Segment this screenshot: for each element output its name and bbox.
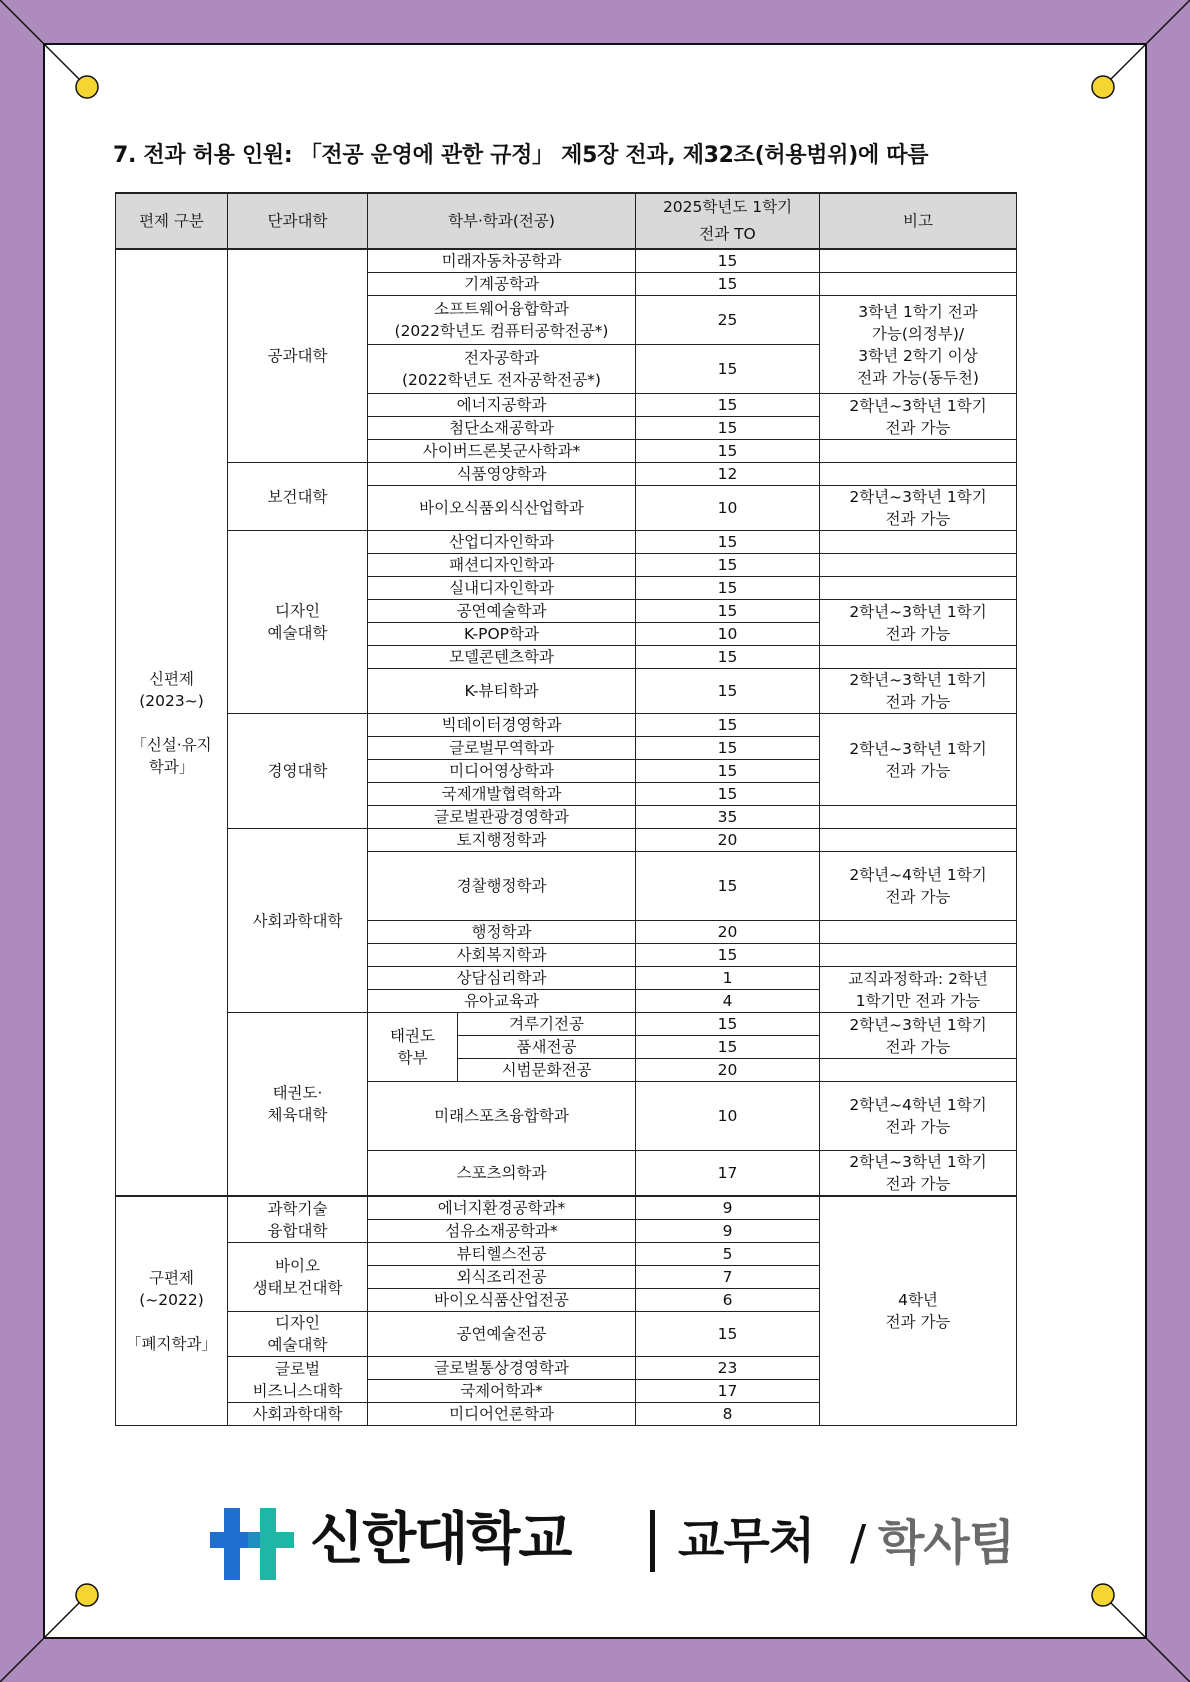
note-cell bbox=[820, 944, 1017, 967]
dept-cell: 산업디자인학과 bbox=[368, 531, 636, 554]
note-cell bbox=[820, 249, 1017, 273]
dept-cell: 겨루기전공 bbox=[458, 1013, 636, 1036]
to-cell: 1 bbox=[636, 967, 820, 990]
dept-cell: 글로벌관광경영학과 bbox=[368, 806, 636, 829]
to-cell: 15 bbox=[636, 1013, 820, 1036]
table-row bbox=[116, 1196, 1017, 1220]
to-cell: 15 bbox=[636, 273, 820, 296]
dept-cell: 품새전공 bbox=[458, 1036, 636, 1059]
dept-cell: 에너지공학과 bbox=[368, 394, 636, 417]
to-cell: 5 bbox=[636, 1243, 820, 1266]
header-cell: 학부·학과(전공) bbox=[368, 193, 636, 249]
to-cell: 15 bbox=[636, 1312, 820, 1357]
dept-cell: 패션디자인학과 bbox=[368, 554, 636, 577]
college-cell: 글로벌 비즈니스대학 bbox=[228, 1357, 368, 1403]
note-cell bbox=[820, 1059, 1017, 1082]
note-cell bbox=[820, 921, 1017, 944]
college-cell: 바이오 생태보건대학 bbox=[228, 1243, 368, 1312]
group-cell: 신편제 (2023~) 「신설·유지 학과」 bbox=[116, 249, 228, 1196]
team-name: 학사팀 bbox=[878, 1515, 1015, 1571]
to-cell: 15 bbox=[636, 669, 820, 714]
table-header-row bbox=[116, 193, 1017, 249]
to-cell: 15 bbox=[636, 714, 820, 737]
to-cell: 10 bbox=[636, 623, 820, 646]
to-cell: 12 bbox=[636, 463, 820, 486]
note-cell: 교직과정학과: 2학년 1학기만 전과 가능 bbox=[820, 967, 1017, 1013]
to-cell: 9 bbox=[636, 1196, 820, 1220]
university-emblem-icon bbox=[210, 1502, 294, 1586]
header-cell: 단과대학 bbox=[228, 193, 368, 249]
note-cell bbox=[820, 646, 1017, 669]
to-cell: 15 bbox=[636, 440, 820, 463]
to-cell: 15 bbox=[636, 1036, 820, 1059]
note-cell bbox=[820, 577, 1017, 600]
note-cell bbox=[820, 806, 1017, 829]
group-cell: 구편제 (~2022) 「폐지학과」 bbox=[116, 1196, 228, 1426]
dept-cell: 국제개발협력학과 bbox=[368, 783, 636, 806]
note-cell: 2학년~3학년 1학기 전과 가능 bbox=[820, 714, 1017, 806]
to-cell: 20 bbox=[636, 829, 820, 852]
table-row bbox=[116, 1013, 1017, 1036]
dept-cell: 상담심리학과 bbox=[368, 967, 636, 990]
college-cell: 보건대학 bbox=[228, 463, 368, 531]
header-cell: 편제 구분 bbox=[116, 193, 228, 249]
dept-cell: 사이버드론봇군사학과* bbox=[368, 440, 636, 463]
dept-cell: 첨단소재공학과 bbox=[368, 417, 636, 440]
to-cell: 15 bbox=[636, 600, 820, 623]
to-cell: 15 bbox=[636, 646, 820, 669]
college-cell: 태권도· 체육대학 bbox=[228, 1013, 368, 1197]
transfer-quota-table bbox=[115, 192, 1017, 1426]
note-cell: 2학년~3학년 1학기 전과 가능 bbox=[820, 1151, 1017, 1197]
to-cell: 15 bbox=[636, 554, 820, 577]
note-cell: 2학년~3학년 1학기 전과 가능 bbox=[820, 1013, 1017, 1059]
dept-cell: 외식조리전공 bbox=[368, 1266, 636, 1289]
dept-cell: 글로벌통상경영학과 bbox=[368, 1357, 636, 1380]
dept-cell: 섬유소재공학과* bbox=[368, 1220, 636, 1243]
to-cell: 35 bbox=[636, 806, 820, 829]
dept-cell: 뷰티헬스전공 bbox=[368, 1243, 636, 1266]
header-cell: 비고 bbox=[820, 193, 1017, 249]
to-cell: 15 bbox=[636, 531, 820, 554]
table-row bbox=[116, 714, 1017, 737]
dept-cell: 유아교육과 bbox=[368, 990, 636, 1013]
note-cell: 2학년~3학년 1학기 전과 가능 bbox=[820, 669, 1017, 714]
note-cell: 4학년 전과 가능 bbox=[820, 1196, 1017, 1426]
dept-cell: 경찰행정학과 bbox=[368, 852, 636, 921]
dept-cell: 빅데이터경영학과 bbox=[368, 714, 636, 737]
dept-cell: K-POP학과 bbox=[368, 623, 636, 646]
table-row bbox=[116, 463, 1017, 486]
dept-cell: 기계공학과 bbox=[368, 273, 636, 296]
to-cell: 15 bbox=[636, 345, 820, 394]
to-cell: 23 bbox=[636, 1357, 820, 1380]
note-cell bbox=[820, 531, 1017, 554]
note-cell: 2학년~3학년 1학기 전과 가능 bbox=[820, 486, 1017, 531]
dept-cell: 공연예술학과 bbox=[368, 600, 636, 623]
note-cell: 2학년~3학년 1학기 전과 가능 bbox=[820, 600, 1017, 646]
dept-cell: 식품영양학과 bbox=[368, 463, 636, 486]
dept-cell: 스포츠의학과 bbox=[368, 1151, 636, 1197]
to-cell: 6 bbox=[636, 1289, 820, 1312]
dept-cell: 미래스포츠융합학과 bbox=[368, 1082, 636, 1151]
university-logo bbox=[210, 1496, 1015, 1586]
to-cell: 20 bbox=[636, 921, 820, 944]
dept-cell: 글로벌무역학과 bbox=[368, 737, 636, 760]
to-cell: 15 bbox=[636, 737, 820, 760]
to-cell: 15 bbox=[636, 783, 820, 806]
college-cell: 사회과학대학 bbox=[228, 1403, 368, 1426]
to-cell: 7 bbox=[636, 1266, 820, 1289]
dept-cell: 에너지환경공학과* bbox=[368, 1196, 636, 1220]
office-name: 교무처 bbox=[678, 1513, 815, 1569]
college-cell: 디자인 예술대학 bbox=[228, 1312, 368, 1357]
university-name: 신한대학교 bbox=[310, 1507, 571, 1572]
to-cell: 9 bbox=[636, 1220, 820, 1243]
to-cell: 15 bbox=[636, 417, 820, 440]
to-cell: 15 bbox=[636, 944, 820, 967]
dept-cell: 실내디자인학과 bbox=[368, 577, 636, 600]
dept-cell: 소프트웨어융합학과 (2022학년도 컴퓨터공학전공*) bbox=[368, 296, 636, 345]
to-cell: 17 bbox=[636, 1151, 820, 1197]
college-cell: 과학기술 융합대학 bbox=[228, 1196, 368, 1243]
note-cell bbox=[820, 440, 1017, 463]
header-cell: 2025학년도 1학기 전과 TO bbox=[636, 193, 820, 249]
to-cell: 15 bbox=[636, 394, 820, 417]
dept-cell: K-뷰티학과 bbox=[368, 669, 636, 714]
dept-cell: 사회복지학과 bbox=[368, 944, 636, 967]
to-cell: 15 bbox=[636, 760, 820, 783]
college-cell: 공과대학 bbox=[228, 249, 368, 463]
note-cell bbox=[820, 554, 1017, 577]
note-cell bbox=[820, 273, 1017, 296]
dept-cell: 바이오식품산업전공 bbox=[368, 1289, 636, 1312]
to-cell: 4 bbox=[636, 990, 820, 1013]
dept-cell: 전자공학과 (2022학년도 전자공학전공*) bbox=[368, 345, 636, 394]
logo-divider bbox=[650, 1510, 655, 1572]
dept-cell: 시범문화전공 bbox=[458, 1059, 636, 1082]
subdivision-cell: 태권도 학부 bbox=[368, 1013, 458, 1082]
note-cell bbox=[820, 463, 1017, 486]
dept-cell: 행정학과 bbox=[368, 921, 636, 944]
table-row bbox=[116, 531, 1017, 554]
dept-cell: 공연예술전공 bbox=[368, 1312, 636, 1357]
note-cell bbox=[820, 829, 1017, 852]
to-cell: 8 bbox=[636, 1403, 820, 1426]
logo-slash: / bbox=[850, 1515, 867, 1571]
note-cell: 2학년~4학년 1학기 전과 가능 bbox=[820, 852, 1017, 921]
college-cell: 사회과학대학 bbox=[228, 829, 368, 1013]
table-row bbox=[116, 249, 1017, 273]
note-cell: 2학년~4학년 1학기 전과 가능 bbox=[820, 1082, 1017, 1151]
to-cell: 25 bbox=[636, 296, 820, 345]
dept-cell: 모델콘텐츠학과 bbox=[368, 646, 636, 669]
to-cell: 15 bbox=[636, 577, 820, 600]
dept-cell: 미래자동차공학과 bbox=[368, 249, 636, 273]
to-cell: 15 bbox=[636, 852, 820, 921]
to-cell: 20 bbox=[636, 1059, 820, 1082]
to-cell: 10 bbox=[636, 486, 820, 531]
note-cell: 2학년~3학년 1학기 전과 가능 bbox=[820, 394, 1017, 440]
college-cell: 디자인 예술대학 bbox=[228, 531, 368, 714]
note-cell: 3학년 1학기 전과 가능(의정부)/ 3학년 2학기 이상 전과 가능(동두천) bbox=[820, 296, 1017, 394]
dept-cell: 바이오식품외식산업학과 bbox=[368, 486, 636, 531]
dept-cell: 국제어학과* bbox=[368, 1380, 636, 1403]
to-cell: 10 bbox=[636, 1082, 820, 1151]
dept-cell: 미디어언론학과 bbox=[368, 1403, 636, 1426]
dept-cell: 토지행정학과 bbox=[368, 829, 636, 852]
table-row bbox=[116, 829, 1017, 852]
dept-cell: 미디어영상학과 bbox=[368, 760, 636, 783]
to-cell: 17 bbox=[636, 1380, 820, 1403]
page-title: 7. 전과 허용 인원: 「전공 운영에 관한 규정」 제5장 전과, 제32조(허용범위)에 따름 bbox=[113, 143, 929, 168]
to-cell: 15 bbox=[636, 249, 820, 273]
college-cell: 경영대학 bbox=[228, 714, 368, 829]
